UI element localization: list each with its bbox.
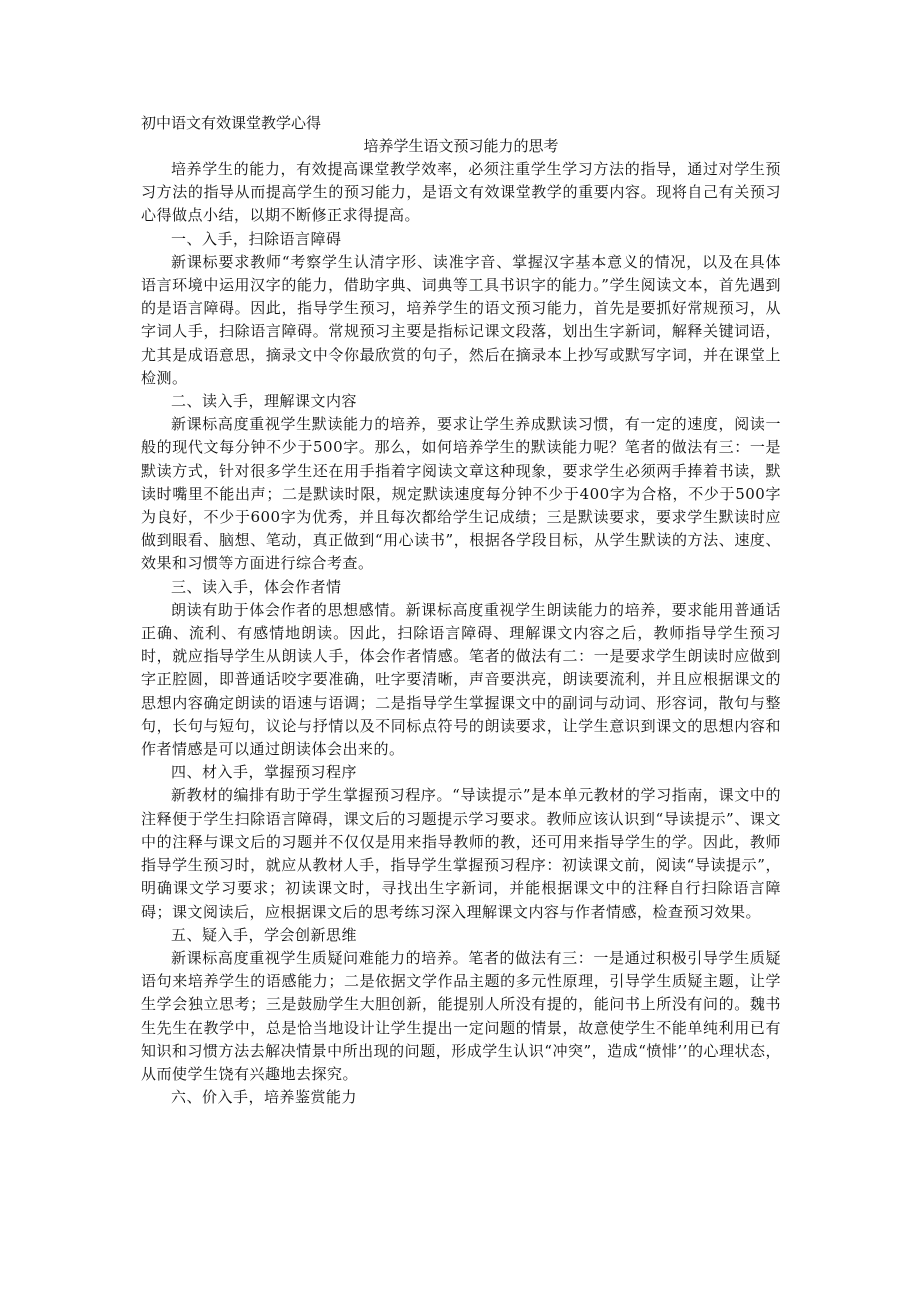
section-1-body: 新课标要求教师“考察学生认清字形、读准字音、掌握汉字基本意义的情况，以及在具体语言环境中运用汉字的能力，借助字典、词典等工具书识字的能力。”学生阅读文本，首先遇到的是语言障碍。因此，指导学生预习，培养学生的语文预习能力，首先是要抓好常规预习，从字词人手，扫除语言障碍。常规预习主要是指标记课文段落，划出生字新词，解释关键词语，尤其是成语意思，摘录文中令你最欣赏的句子，然后在摘录本上抄写或默写字词，并在课堂上检测。 [141,252,781,387]
section-2-body: 新课标高度重视学生默读能力的培养，要求让学生养成默读习惯，有一定的速度，阅读一般的现代文每分钟不少于500字。那么，如何培养学生的默读能力呢？笔者的做法有三：一是默读方式，针对很多学生还在用手指着字阅读文章这种现象，要求学生必须两手捧着书读，默读时嘴里不能出声；二是默读时限，规定默读速度每分钟不少于400字为合格，不少于500字为良好，不少于600字为优秀，并且每次都给学生记成绩；三是默读要求，要求学生默读时应做到眼看、脑想、笔动，真正做到“用心读书”，根据各学段目标，从学生默读的方法、速度、效果和习惯等方面进行综合考查。 [141,415,781,573]
section-1-heading: 一、入手，扫除语言障碍 [171,229,342,248]
document-subtitle: 培养学生语文预习能力的思考 [363,137,559,155]
document-title: 初中语文有效课堂教学心得 [141,114,322,132]
document-page [141,112,781,1109]
section-5-body: 新课标高度重视学生质疑问难能力的培养。笔者的做法有三：一是通过积极引导学生质疑语句来培养学生的语感能力；二是依据文学作品主题的多元性原理，引导学生质疑主题，让学生学会独立思考；三是鼓励学生大胆创新，能提别人所没有提的，能问书上所没有问的。魏书生先生在教学中，总是恰当地设计让学生提出一定问题的情景，故意使学生不能单纯利用已有知识和习惯方法去解决情景中所出现的问题，形成学生认识“冲突”，造成“愤悱’’的心理状态，从而使学生饶有兴趣地去探究。 [141,948,781,1083]
section-4-body: 新教材的编排有助于学生掌握预习程序。“导读提示”是本单元教材的学习指南，课文中的注释便于学生扫除语言障碍，课文后的习题提示学习要求。教师应该认识到“导读提示”、课文中的注释与课文后的习题并不仅仅是用来指导教师的教，还可用来指导学生的学。因此，教师指导学生预习时，就应从教材人手，指导学生掌握预习程序：初读课文前，阅读“导读提示”，明确课文学习要求；初读课文时，寻找出生字新词，并能根据课文中的注释自行扫除语言障碍；课文阅读后，应根据课文后的思考练习深入理解课文内容与作者情感，检查预习效果。 [141,786,781,921]
section-2-heading: 二、读入手，理解课文内容 [171,392,358,411]
section-3-body: 朗读有助于体会作者的思想感情。新课标高度重视学生朗读能力的培养，要求能用普通话正确、流利、有感情地朗读。因此，扫除语言障碍、理解课文内容之后，教师指导学生预习时，就应指导学生从朗读人手，体会作者情感。笔者的做法有二：一是要求学生朗读时应做到字正腔圆，即普通话咬字要准确，吐字要清晰，声音要洪亮，朗读要流利，并且应根据课文的思想内容确定朗读的语速与语调；二是指导学生掌握课文中的副词与动词、形容词，散句与整句，长句与短句，议论与抒情以及不同标点符号的朗读要求，让学生意识到课文的思想内容和作者情感是可以通过朗读体会出来的。 [141,600,781,759]
intro-paragraph: 培养学生的能力，有效提高课堂教学效率，必须注重学生学习方法的指导，通过对学生预习方法的指导从而提高学生的预习能力，是语文有效课堂教学的重要内容。现将自己有关预习心得做点小结，以期不断修正求得提高。 [141,160,781,225]
section-4-heading: 四、材入手，掌握预习程序 [171,763,358,782]
section-3-heading: 三、读入手，体会作者情 [171,577,342,596]
section-5-heading: 五、疑入手，学会创新思维 [171,925,358,944]
section-6-heading: 六、价入手，培养鉴赏能力 [171,1088,358,1107]
